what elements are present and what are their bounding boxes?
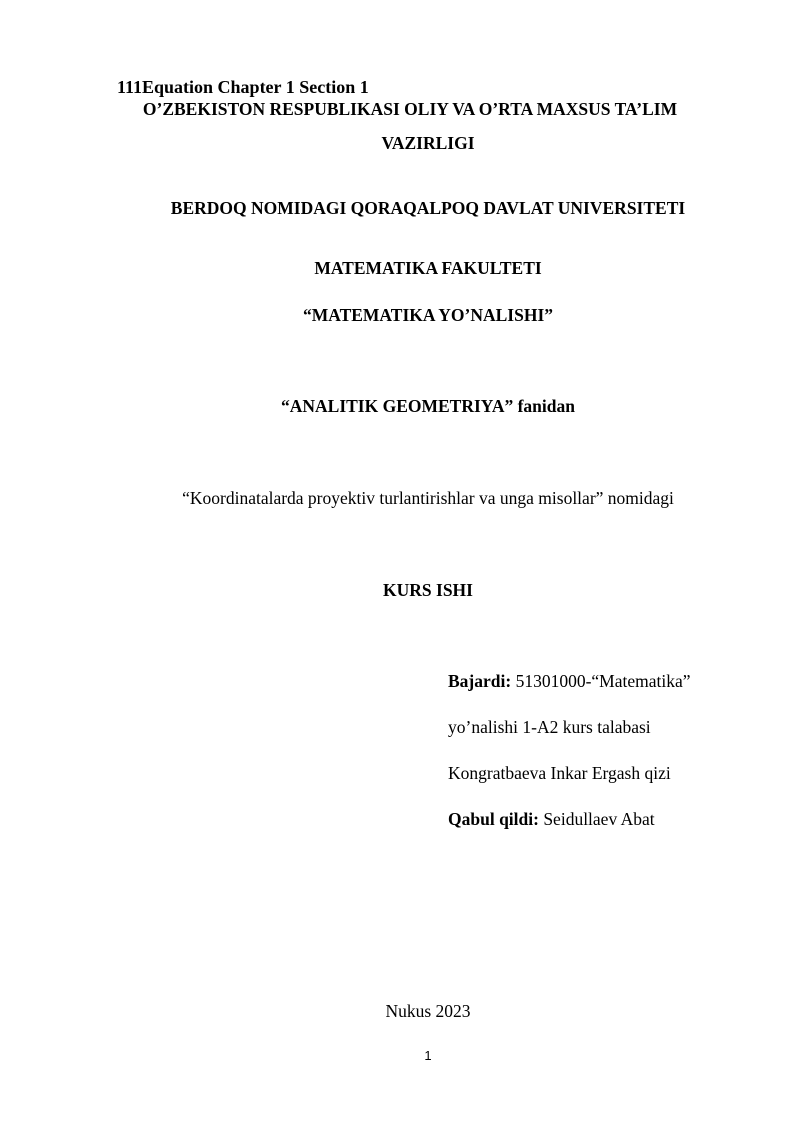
- ministry-title-line2: VAZIRLIGI: [381, 133, 475, 153]
- author-line-2: yo’nalishi 1-A2 kurs talabasi: [448, 717, 651, 737]
- place-year: Nukus 2023: [385, 1001, 471, 1021]
- subject-name: “ANALITIK GEOMETRIYA”: [280, 396, 514, 416]
- topic-line: “Koordinatalarda proyektiv turlantirishlar va unga misollar” nomidagi: [182, 488, 674, 508]
- author-name: Kongratbaeva Inkar Ergash qizi: [448, 763, 671, 783]
- direction-name: “MATEMATIKA YO’NALISHI”: [302, 305, 554, 325]
- subject-line: [28, 396, 800, 417]
- page-number: 1: [424, 1048, 432, 1063]
- subject-suffix: fanidan: [513, 396, 575, 416]
- author-line-1: [448, 671, 691, 692]
- work-type-title: KURS ISHI: [383, 580, 473, 600]
- field-code-text: 111Equation Chapter 1 Section 1: [117, 77, 369, 97]
- reviewer-name: Seidullaev Abat: [538, 809, 655, 829]
- university-name: BERDOQ NOMIDAGI QORAQALPOQ DAVLAT UNIVERSITETI: [170, 198, 686, 218]
- author-label: Bajardi:: [448, 671, 512, 691]
- reviewer-line: [448, 809, 655, 830]
- ministry-title-line1: O’ZBEKISTON RESPUBLIKASI OLIY VA O’RTA MAXSUS TA’LIM: [142, 99, 678, 119]
- author-program: 51301000-“Matematika”: [511, 671, 691, 691]
- faculty-name: MATEMATIKA FAKULTETI: [314, 258, 542, 278]
- reviewer-label: Qabul qildi:: [448, 809, 539, 829]
